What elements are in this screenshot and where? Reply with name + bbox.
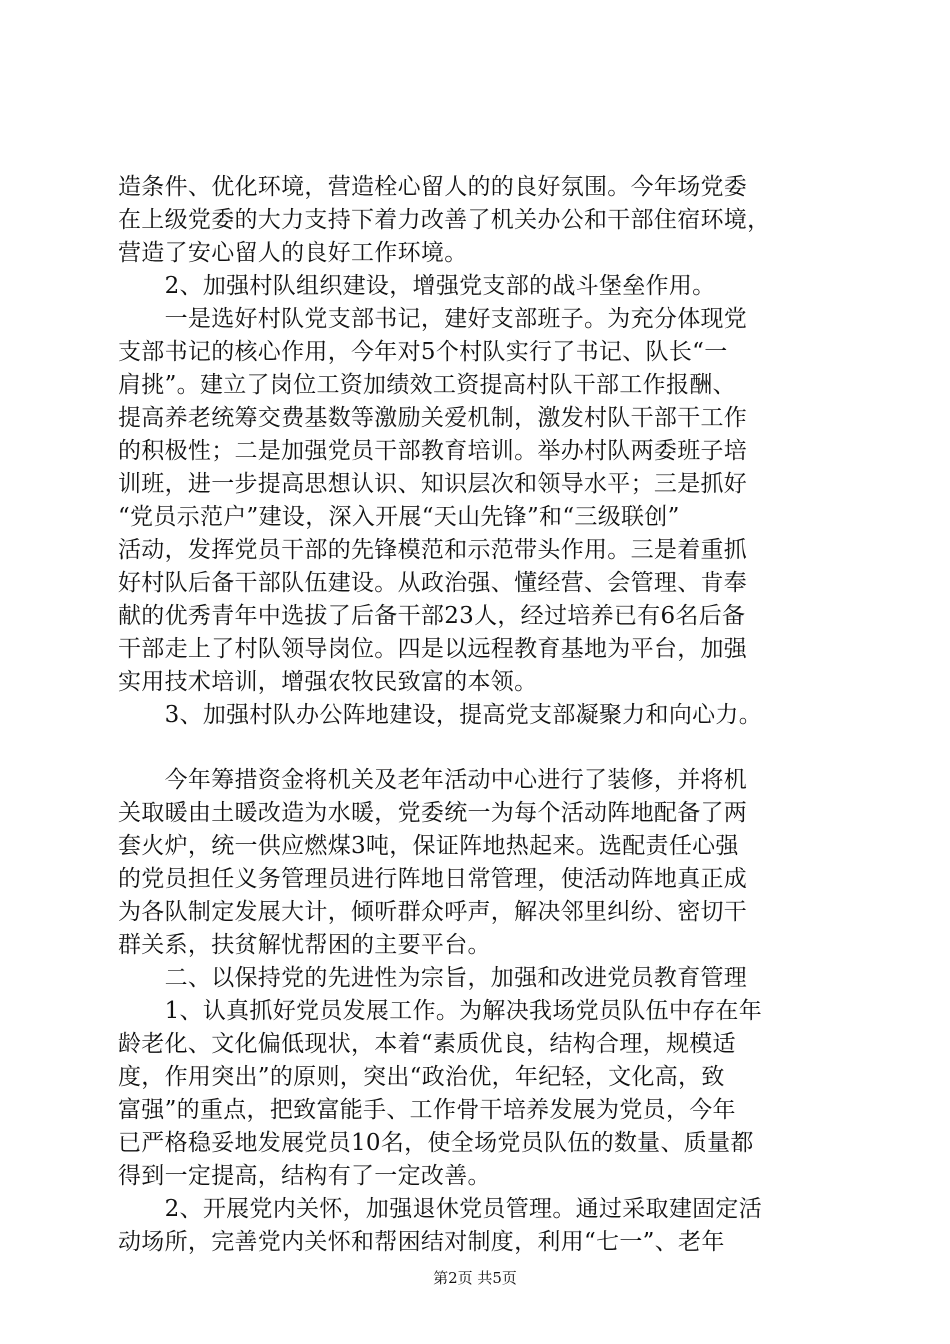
text-line: 在上级党委的大力支持下着力改善了机关办公和干部住宿环境， bbox=[118, 207, 771, 233]
text-line: 二、以保持党的先进性为宗旨，加强和改进党员教育管理 bbox=[118, 965, 748, 991]
paragraph-spacer bbox=[118, 732, 830, 764]
page-footer: 第2页 共5页 bbox=[433, 1269, 517, 1287]
text-line: 2、开展党内关怀，加强退休党员管理。通过采取建固定活 bbox=[118, 1196, 763, 1222]
text-line: 肩挑”。建立了岗位工资加绩效工资提高村队干部工作报酬、 bbox=[118, 372, 736, 398]
text-line: 献的优秀青年中选拔了后备干部23人，经过培养已有6名后备 bbox=[118, 603, 746, 629]
paragraph-block-2 bbox=[118, 764, 830, 1259]
text-line: “党员示范户”建设，深入开展“天山先锋”和“三级联创” bbox=[118, 504, 680, 530]
text-line: 已严格稳妥地发展党员10名，使全场党员队伍的数量、质量都 bbox=[118, 1130, 754, 1156]
paragraph-block-1 bbox=[118, 171, 830, 732]
text-line: 训班，进一步提高思想认识、知识层次和领导水平；三是抓好 bbox=[118, 471, 748, 497]
text-line: 造条件、优化环境，营造栓心留人的的良好氛围。今年场党委 bbox=[118, 174, 748, 200]
text-line: 群关系，扶贫解忧帮困的主要平台。 bbox=[118, 932, 491, 958]
text-line: 得到一定提高，结构有了一定改善。 bbox=[118, 1163, 491, 1189]
text-line: 一是选好村队党支部书记，建好支部班子。为充分体现党 bbox=[118, 306, 748, 332]
text-line: 度，作用突出”的原则，突出“政治优，年纪轻，文化高，致 bbox=[118, 1064, 725, 1090]
text-line: 实用技术培训，增强农牧民致富的本领。 bbox=[118, 669, 538, 695]
text-line: 动场所，完善党内关怀和帮困结对制度，利用“七一”、老年 bbox=[118, 1229, 725, 1255]
text-line: 3、加强村队办公阵地建设，提高党支部凝聚力和向心力。 bbox=[118, 702, 763, 728]
text-line: 关取暖由土暖改造为水暖，党委统一为每个活动阵地配备了两 bbox=[118, 800, 748, 826]
text-line: 营造了安心留人的良好工作环境。 bbox=[118, 240, 468, 266]
text-line: 龄老化、文化偏低现状，本着“素质优良，结构合理，规模适 bbox=[118, 1031, 736, 1057]
text-line: 提高养老统筹交费基数等激励关爱机制，激发村队干部干工作 bbox=[118, 405, 748, 431]
text-line: 套火炉，统一供应燃煤3吨，保证阵地热起来。选配责任心强 bbox=[118, 833, 739, 859]
text-line: 今年筹措资金将机关及老年活动中心进行了装修，并将机 bbox=[118, 767, 748, 793]
text-line: 富强”的重点，把致富能手、工作骨干培养发展为党员，今年 bbox=[118, 1097, 736, 1123]
text-line: 活动，发挥党员干部的先锋模范和示范带头作用。三是着重抓 bbox=[118, 537, 748, 563]
text-line: 干部走上了村队领导岗位。四是以远程教育基地为平台，加强 bbox=[118, 636, 748, 662]
document-body bbox=[118, 171, 830, 1259]
text-line: 2、加强村队组织建设，增强党支部的战斗堡垒作用。 bbox=[118, 273, 716, 299]
text-line: 的党员担任义务管理员进行阵地日常管理，使活动阵地真正成 bbox=[118, 866, 748, 892]
text-line: 1、认真抓好党员发展工作。为解决我场党员队伍中存在年 bbox=[118, 998, 763, 1024]
text-line: 为各队制定发展大计，倾听群众呼声，解决邻里纠纷、密切干 bbox=[118, 899, 748, 925]
text-line: 支部书记的核心作用，今年对5个村队实行了书记、队长“一 bbox=[118, 339, 728, 365]
text-line: 好村队后备干部队伍建设。从政治强、懂经营、会管理、肯奉 bbox=[118, 570, 748, 596]
text-line: 的积极性；二是加强党员干部教育培训。举办村队两委班子培 bbox=[118, 438, 748, 464]
